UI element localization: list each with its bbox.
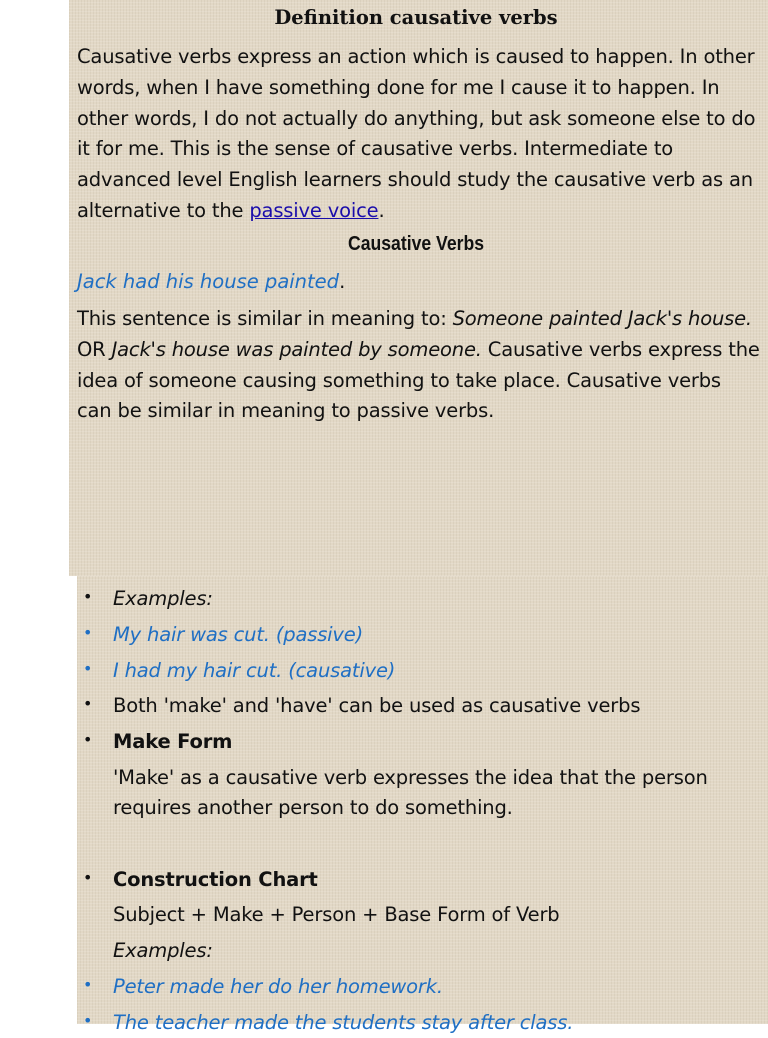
causative-example: I had my hair cut. (causative) xyxy=(113,659,396,682)
slide-examples xyxy=(77,576,768,1034)
bullet-icon: • xyxy=(83,975,93,994)
explanation-c: OR xyxy=(77,337,112,361)
example-period: . xyxy=(339,270,346,293)
explanation-paragraph xyxy=(77,304,761,427)
bullet-icon: • xyxy=(83,730,93,749)
bullet-icon: • xyxy=(83,623,93,642)
definition-paragraph xyxy=(77,42,761,227)
make-example-1: Peter made her do her homework. xyxy=(113,975,443,998)
section-heading: Causative Verbs xyxy=(348,233,484,255)
example-italic: Jack had his house painted xyxy=(77,270,340,293)
explanation-a: This sentence is similar in meaning to: xyxy=(77,307,453,330)
bullet-icon: • xyxy=(83,587,93,606)
slide-title: Definition causative verbs xyxy=(274,6,558,29)
explanation-d: Jack's house was painted by someone. xyxy=(111,337,482,361)
examples-label: Examples: xyxy=(113,587,213,610)
bullet-icon: • xyxy=(83,868,93,887)
passive-voice-link[interactable]: passive voice xyxy=(249,198,379,222)
definition-end: . xyxy=(378,198,385,222)
examples-sublabel: Examples: xyxy=(113,939,213,962)
make-example-2: The teacher made the students stay after class. xyxy=(113,1011,574,1034)
bullet-icon: • xyxy=(83,1011,93,1030)
make-description: 'Make' as a causative verb expresses the idea that the person requires another person to do something. xyxy=(113,766,708,819)
explanation-b: Someone painted Jack's house. xyxy=(452,307,752,330)
example-sentence xyxy=(77,267,345,298)
bullet-icon: • xyxy=(83,659,93,678)
definition-text: Causative verbs express an action which is caused to happen. In other words, when I have something done for me I cause it to happen. In other words, I do not actually do anything, but ask someone else to do it for me. This is the sense of causative verbs. Intermediate to advanced level English learners should study the causative verb as an alternative to the xyxy=(77,45,756,222)
bullet-icon: • xyxy=(83,694,93,713)
explanation-e: Causative verbs express the idea of someone causing something to take place. Causative verbs can be similar in meaning to passive verbs. xyxy=(77,337,760,423)
make-form-heading: Make Form xyxy=(113,730,233,753)
slide-definition xyxy=(69,0,768,576)
construction-chart-heading: Construction Chart xyxy=(113,868,318,891)
construction-formula: Subject + Make + Person + Base Form of Verb xyxy=(113,903,560,926)
passive-example: My hair was cut. (passive) xyxy=(113,623,364,646)
make-have-note: Both 'make' and 'have' can be used as causative verbs xyxy=(113,694,641,717)
